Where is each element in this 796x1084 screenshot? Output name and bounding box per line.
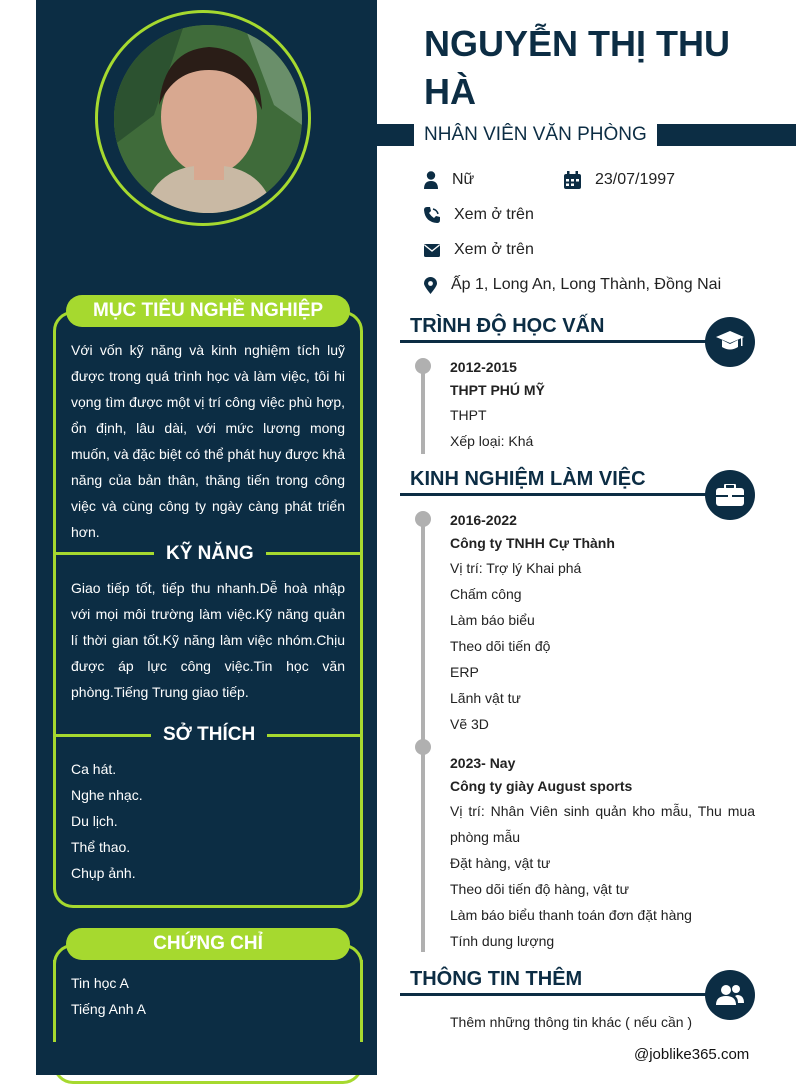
person-icon: [424, 171, 438, 189]
extra-text: [450, 1009, 755, 1035]
entry-line: Tính dung lượng: [450, 933, 555, 949]
certs-box-side-right: [360, 960, 363, 1042]
footer-watermark: @joblike365.com: [634, 1046, 750, 1063]
certs-list: [71, 970, 146, 1022]
entry-line: Làm báo biểu thanh toán đơn đặt hàng: [450, 907, 692, 923]
extra-title: THÔNG TIN THÊM: [410, 968, 583, 990]
phone-value: Xem ở trên: [454, 206, 534, 223]
timeline-dot: [415, 511, 431, 527]
list-item: Du lịch.: [71, 813, 118, 829]
list-item: Chụp ảnh.: [71, 865, 136, 881]
timeline-dot: [415, 739, 431, 755]
education-title: TRÌNH ĐỘ HỌC VẤN: [410, 315, 605, 337]
entry-period: 2023- Nay: [450, 755, 516, 771]
envelope-icon: [424, 244, 440, 257]
entry-line: Làm báo biểu: [450, 612, 535, 628]
entry-line: Theo dõi tiến độ hàng, vật tư: [450, 881, 630, 897]
education-underline: [400, 340, 720, 343]
education-entry: [450, 356, 755, 454]
email-value: Xem ở trên: [454, 241, 534, 258]
entry-line: Vị trí: Trợ lý Khai phá: [450, 560, 582, 576]
entry-period: 2012-2015: [450, 359, 517, 375]
list-item: Thể thao.: [71, 839, 131, 855]
gender-row: [424, 168, 474, 192]
location-pin-icon: [424, 277, 437, 294]
entry-line: Theo dõi tiến độ: [450, 638, 551, 654]
certs-box-side-left: [53, 960, 56, 1042]
list-item: Nghe nhạc.: [71, 787, 143, 803]
avatar: [114, 25, 302, 213]
entry-company: Công ty giày August sports: [450, 778, 633, 794]
job-title: NHÂN VIÊN VĂN PHÒNG: [414, 120, 657, 150]
entry-company: Công ty TNHH Cự Thành: [450, 535, 615, 551]
experience-timeline: [421, 519, 425, 952]
list-item: Ca hát.: [71, 761, 117, 777]
gender-value: Nữ: [452, 171, 475, 188]
extra-underline: [400, 993, 720, 996]
skills-text: Giao tiếp tốt, tiếp thu nhanh.Dễ hoà nhập với mọi môi trường làm việc.Kỹ năng quản lí thời gian tốt.Kỹ năng làm việc nhóm.Chịu được áp lực công việc.Tin học văn phòng.Tiếng Trung giao tiếp.: [71, 580, 345, 700]
entry-line: ERP: [450, 664, 479, 680]
objective-text: Với vốn kỹ năng và kinh nghiệm tích luỹ được trong quá trình học và làm việc, tôi hi vọng tìm được một vị trí công việc phù hợp, ổn định, lâu dài, với mức lương mong muốn, và đặc biệt có thể phát huy được khả năng của bản thân, thăng tiến trong công việc và cùng công ty ngày càng phát triển hơn.: [71, 342, 345, 540]
entry-line: Đặt hàng, vật tư: [450, 855, 551, 871]
dob-row: [564, 168, 675, 192]
graduation-cap-icon: [716, 331, 744, 353]
hobbies-title: SỞ THÍCH: [151, 722, 267, 748]
entry-school: THPT PHÚ MỸ: [450, 382, 545, 398]
email-row: [424, 238, 534, 262]
sidebar-bottom-strip: [36, 1042, 377, 1075]
objective-title: MỤC TIÊU NGHỀ NGHIỆP: [66, 295, 350, 327]
extra-line: Thêm những thông tin khác ( nếu cần ): [450, 1014, 693, 1030]
entry-line: Xếp loại: Khá: [450, 433, 534, 449]
hobbies-list: [71, 756, 143, 886]
phone-icon: [424, 207, 440, 223]
experience-title: KINH NGHIỆM LÀM VIỆC: [410, 468, 646, 490]
address-row: [424, 273, 721, 297]
timeline-dot: [415, 358, 431, 374]
experience-underline: [400, 493, 720, 496]
phone-row: [424, 203, 534, 227]
people-icon: [716, 984, 744, 1006]
entry-line: Lãnh vật tư: [450, 690, 521, 706]
list-item: Tin học A: [71, 975, 129, 991]
list-item: Tiếng Anh A: [71, 1001, 146, 1017]
calendar-icon: [564, 171, 581, 189]
entry-line: Chấm công: [450, 586, 522, 602]
certs-title: CHỨNG CHỈ: [66, 928, 350, 960]
dob-value: 23/07/1997: [595, 171, 676, 188]
experience-entry: [450, 752, 755, 954]
skills-title: KỸ NĂNG: [154, 541, 266, 567]
entry-line: Vẽ 3D: [450, 716, 489, 732]
address-value: Ấp 1, Long An, Long Thành, Đồng Nai: [451, 276, 722, 293]
briefcase-icon: [716, 484, 744, 506]
entry-line: Vị trí: Nhân Viên sinh quản kho mẫu, Thu mua phòng mẫu: [450, 803, 755, 845]
candidate-name: NGUYỄN THỊ THU HÀ: [424, 23, 730, 112]
education-timeline: [421, 366, 425, 454]
entry-line: THPT: [450, 407, 487, 423]
entry-period: 2016-2022: [450, 512, 517, 528]
experience-entry: [450, 509, 755, 737]
